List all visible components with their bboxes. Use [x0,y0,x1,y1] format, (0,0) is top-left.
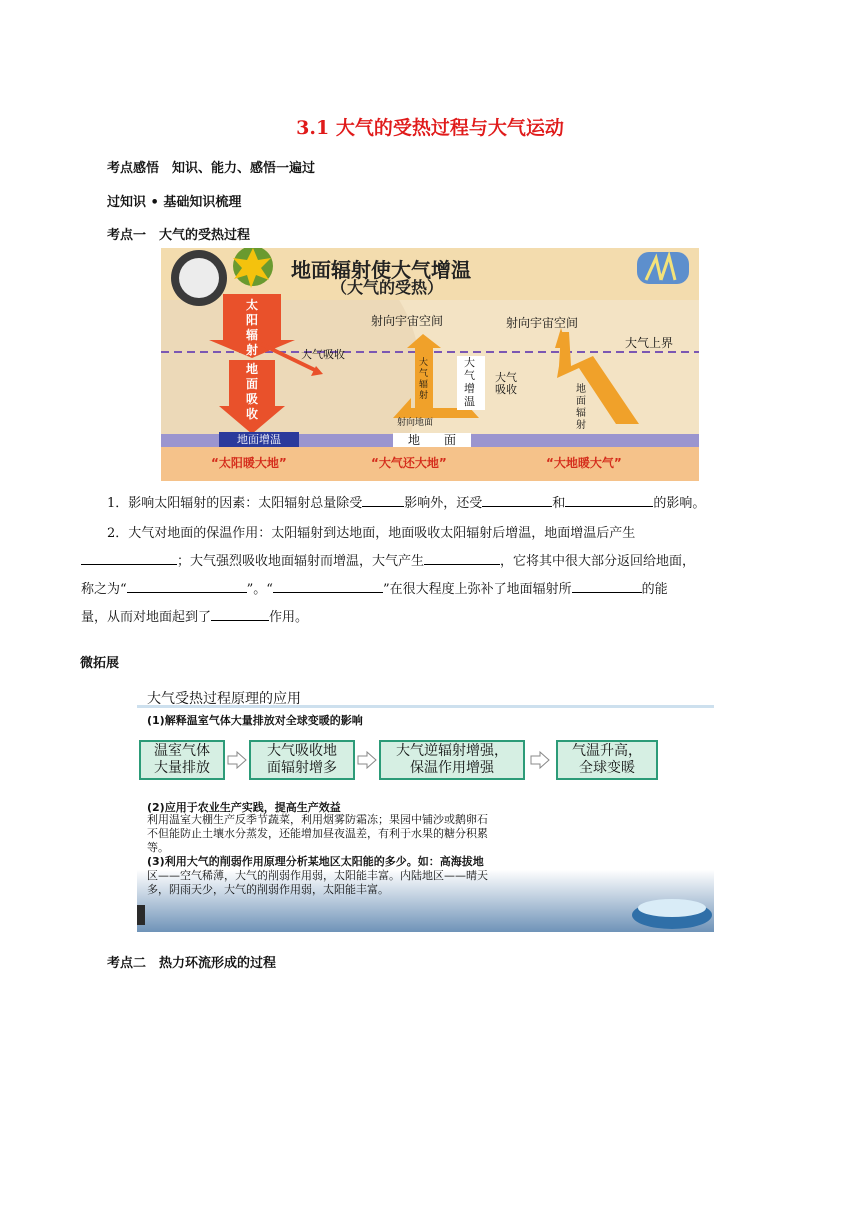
atm-absorb-label-2: 大气 吸收 [495,371,517,396]
blank [273,578,383,593]
slide-item-2: (2)应用于农业生产实践，提高生产效益 [147,801,341,814]
section-kaodian-1: 考点一 大气的受热过程 [107,228,251,243]
blank [482,492,552,507]
sun-radiation-label: 太 阳 辐 射 [246,298,259,357]
slide-item-2-text: 利用温室大棚生产反季节蔬菜，利用烟雾防霜冻；果园中铺沙或鹅卵石 不但能防止土壤水分蒸发，还能增加昼夜温差，有利于水果的糖分积累 等。 [147,813,488,854]
blank [211,606,269,621]
question-2-line-2: ；大气强烈吸收地面辐射而增温，大气产生 ，它将其中很大部分返回给地面， [81,548,791,576]
flow-box-3: 大气逆辐射增强， 保温作用增强 [396,743,508,776]
question-2-line-3: 称之为“ ”。“ ”在很大程度上弥补了地面辐射所 的能 [81,576,791,604]
ground-absorb-label: 地 面 吸 收 [246,362,259,421]
section-guo-zhishi: 过知识 • 基础知识梳理 [107,195,242,210]
slide-item-3-text: (3)利用大气的削弱作用原理分析某地区太阳能的多少。如：高海拔地 区——空气稀薄，大气的削弱作用弱，太阳能丰富。内陆地区——晴天 多，阴雨天少，大气的削弱作用弱，太阳能丰富。 [147,855,488,896]
section-kaodian-2: 考点二 热力环流形成的过程 [107,956,277,971]
atm-warm-label: 大 气 增 温 [464,356,475,408]
ground-warm-label: 地面增温 [219,432,299,447]
blank [565,492,653,507]
question-2-line-1: 2．大气对地面的保温作用：太阳辐射到达地面，地面吸收太阳辐射后增温，地面增温后产生 [107,526,636,541]
blank [81,550,177,565]
atm-top-label: 大气上界 [625,336,674,350]
flow-box-2: 大气吸收地 面辐射增多 [267,743,337,776]
to-space-label-2: 射向宇宙空间 [506,316,579,330]
to-ground-label: 射向地面 [397,418,434,428]
slogan-1: “太阳暖大地” [211,456,287,470]
question-1: 1．影响太阳辐射的因素：太阳辐射总量除受 影响外，还受 和 的影响。 [107,490,797,518]
flow-box-4: 气温升高， 全球变暖 [572,743,642,776]
slogan-2: “大气还大地” [371,456,447,470]
atmosphere-heating-diagram [161,248,699,481]
application-slide [137,683,714,932]
atm-absorb-label: 大气吸收 [301,348,345,361]
slide-item-1: (1)解释温室气体大量排放对全球变暖的影响 [147,714,363,727]
section-wei-tuozhan: 微拓展 [80,656,120,671]
atm-radiation-label: 大 气 辐 射 [419,358,429,401]
fig1-title-line1: 地面辐射使大气增温 [291,258,471,282]
document-title: 3.1 大气的受热过程与大气运动 [296,117,564,139]
ground-radiation-label: 地 面 辐 射 [576,384,586,431]
flow-box-1: 温室气体 大量排放 [154,743,210,776]
blank [362,492,404,507]
blank [127,578,247,593]
ground-label: 地 面 [393,433,471,447]
slide-heading: 大气受热过程原理的应用 [147,691,301,707]
blank [424,550,500,565]
to-space-label-1: 射向宇宙空间 [371,314,444,328]
blank [572,578,642,593]
slogan-3: “大地暖大气” [546,456,622,470]
fig1-title-line2: （大气的受热） [331,278,444,297]
question-2-line-4: 量，从而对地面起到了 作用。 [81,604,791,632]
section-kaodian-ganwu: 考点感悟 知识、能力、感悟一遍过 [107,161,316,176]
